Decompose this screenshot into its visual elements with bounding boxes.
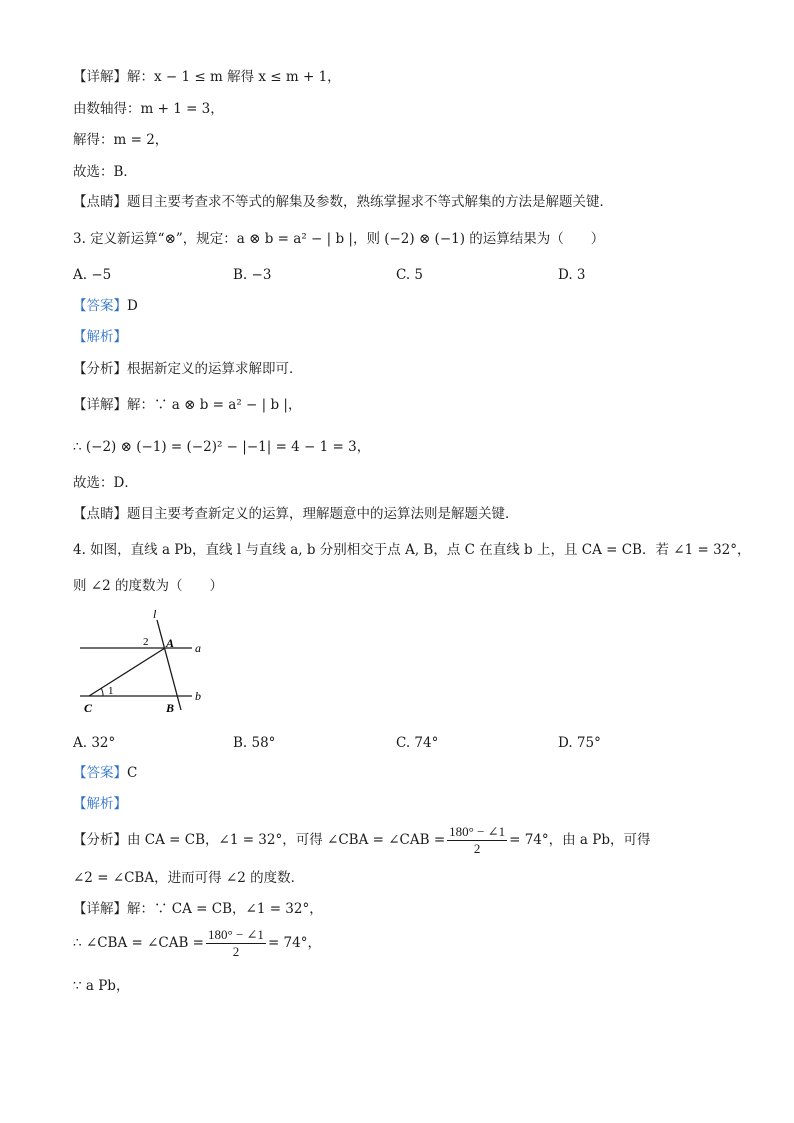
label-line-a: a (195, 641, 201, 655)
analysis-tag: 【解析】 (73, 329, 127, 345)
option-b: B. 58° (233, 735, 276, 751)
text-line: ∵ a Pb， (73, 978, 130, 994)
text-line (73, 925, 321, 961)
option-c: C. 74° (396, 735, 439, 751)
answer-tag: 【答案】 (73, 765, 127, 781)
fraction-numerator: 180° − ∠1 (208, 927, 264, 942)
text-line (73, 822, 650, 858)
question-4: 4. 如图，直线 a Pb，直线 l 与直线 a, b 分别相交于点 A, B，点 C 在直线 b 上，且 CA = CB．若 ∠1 = 32°， (73, 542, 751, 558)
text-segment: = 74°， (267, 935, 321, 951)
text-line: 【详解】解：∵ a ⊗ b = a² − | b |， (73, 397, 302, 413)
fraction-denominator: 2 (473, 841, 481, 856)
option-d: D. 75° (558, 735, 601, 751)
text-line: 【分析】根据新定义的运算求解即可． (73, 361, 303, 377)
text-line: 故选：B． (73, 164, 137, 180)
text-line: 故选：D． (73, 475, 138, 491)
label-l: l (153, 607, 157, 621)
text-segment: = 74°，由 a Pb，可得 (509, 832, 651, 848)
option-b: B. −3 (233, 267, 272, 283)
fraction-denominator: 2 (232, 944, 240, 959)
analysis-tag: 【解析】 (73, 796, 127, 812)
answer-line (73, 296, 138, 316)
text-line: 【详解】解：∵ CA = CB，∠1 = 32°， (73, 901, 323, 917)
question-3: 3. 定义新运算“⊗”，规定：a ⊗ b = a² − | b |，则 (−2) ⊗ (−1) 的运算结果为（ ） (73, 231, 605, 247)
text-line: ∠2 = ∠CBA，进而可得 ∠2 的度数． (73, 870, 305, 886)
answer-line (73, 763, 137, 783)
option-a: A. 32° (73, 735, 116, 751)
answer-value: D (127, 298, 138, 314)
fraction (206, 927, 266, 960)
answer-value: C (127, 765, 138, 781)
label-point-a: A (166, 636, 175, 650)
text-line: 由数轴得：m + 1 = 3， (73, 101, 224, 117)
text-line: 【点睛】题目主要考查新定义的运算，理解题意中的运算法则是解题关键． (73, 506, 519, 522)
label-point-c: C (84, 701, 93, 715)
answer-tag: 【答案】 (73, 298, 127, 314)
text-line: 解得：m = 2， (73, 132, 169, 148)
label-angle-1: 1 (108, 685, 114, 697)
label-line-b: b (195, 689, 201, 703)
fraction-numerator: 180° − ∠1 (449, 824, 506, 839)
text-line: 【点睛】题目主要考查求不等式的解集及参数，熟练掌握求不等式解集的方法是解题关键． (73, 194, 613, 210)
text-line: ∴ (−2) ⊗ (−1) = (−2)² − |−1| = 4 − 1 = 3， (73, 439, 371, 455)
geometry-figure (70, 606, 220, 718)
fraction (447, 824, 507, 857)
text-segment: 【分析】由 CA = CB，∠1 = 32°，可得 ∠CBA = ∠CAB = (73, 832, 446, 848)
segment-ca (89, 648, 165, 696)
option-d: D. 3 (558, 267, 586, 283)
text-segment: ∴ ∠CBA = ∠CAB = (73, 935, 204, 951)
text-line: 【详解】解：x − 1 ≤ m 解得 x ≤ m + 1， (73, 69, 341, 85)
text-line: 则 ∠2 的度数为（ ） (73, 578, 223, 594)
option-a: A. −5 (73, 267, 112, 283)
label-angle-2: 2 (143, 636, 149, 648)
angle-1-arc (101, 688, 103, 696)
option-c: C. 5 (396, 267, 424, 283)
label-point-b: B (166, 701, 175, 715)
